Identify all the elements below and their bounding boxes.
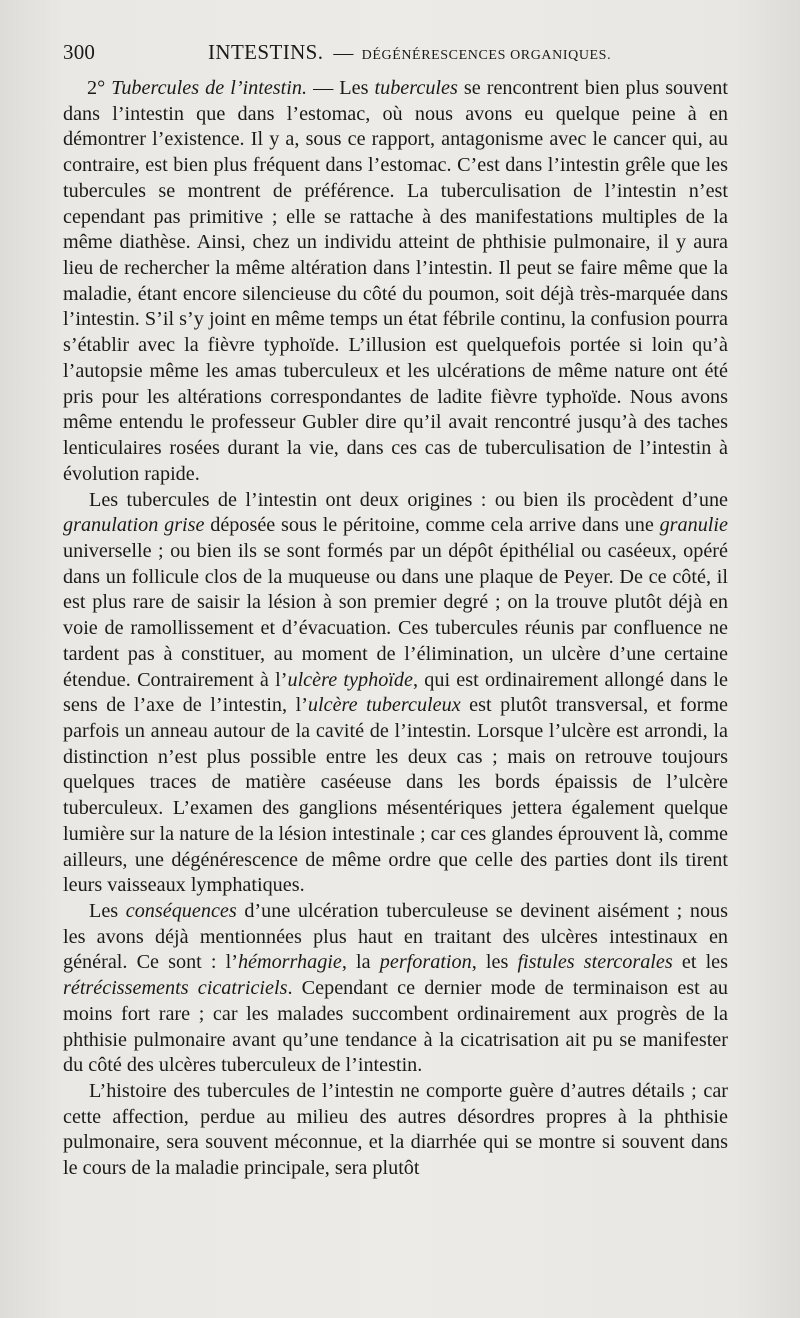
italic-term: ulcère typhoïde bbox=[287, 668, 413, 691]
section-heading: Tubercules de l’intestin. bbox=[111, 77, 308, 99]
paragraph-consequences bbox=[63, 899, 728, 1079]
italic-term: fistules stercorales bbox=[517, 951, 673, 974]
paragraph-text: déposée sous le péritoine, comme cela arrive dans une bbox=[204, 514, 660, 537]
running-separator: — bbox=[333, 42, 354, 64]
running-subtitle: DÉGÉNÉRESCENCES ORGANIQUES. bbox=[361, 48, 612, 63]
body-text bbox=[63, 76, 728, 1182]
paragraph-text: , la bbox=[341, 951, 380, 974]
paragraph-text: d’une ulcération tuberculeuse se devinent aisément ; nous les avons déjà mentionnées plus haut en traitant des ulcères intestinaux en général. Ce sont : l’ bbox=[63, 900, 728, 974]
paragraph-text: universelle ; ou bien ils se sont formés par un dépôt épithélial ou caséeux, opéré dans un follicule clos de la muqueuse ou dans une plaque de Peyer. De ce côté, il est plus rare de saisir la lésion à son premier degré ; on la trouve plutôt déjà en voie de ramollissement et d’évacuation. Ces tubercules réunis par confluence ne tardent pas à constituer, au moment de l’élimination, un ulcère d’une certaine étendue. Contrairement à l’ bbox=[63, 539, 728, 691]
paragraph-text: est plutôt transversal, et forme parfois un anneau autour de la cavité de l’intestin. Lorsque l’ulcère est arrondi, la distinction n’est plus possible entre les deux cas ; mais on retrouve toujours quelques traces de matière caséeuse dans les bords épaissis de l’ulcère tuberculeux. L’examen des ganglions mésentériques jettera également quelque lumière sur la nature de la lésion intestinale ; car ces glandes éprouvent là, comme ailleurs, une dégénérescence de même ordre que celle des parties dont ils tirent leurs vaisseaux lymphatiques. bbox=[63, 694, 729, 897]
italic-term: ulcère tuberculeux bbox=[307, 694, 461, 717]
paragraph-text: se rencontrent bien plus souvent dans l’intestin que dans l’estomac, où nous avons eu quelque peine à en démontrer l’existence. Il y a, sous ce rapport, antagonisme avec le cancer qui, au contraire, est bien plus fréquent dans l’estomac. C’est dans l’intestin grêle que les tubercules se montrent de préférence. La tuberculisation de l’intestin n’est cependant pas primitive ; elle se rattache à des manifestations multiples de la même diathèse. Ainsi, chez un individu atteint de phthisie pulmonaire, il y aura lieu de rechercher la même altération dans l’intestin. Il peut se faire même que la maladie, étant encore silencieuse du côté du poumon, soit déjà très-marquée dans l’intestin. S’il s’y joint en même temps un état fébrile continu, la confusion pourra s’établir avec la fièvre typhoïde. L’illusion est quelquefois portée si loin qu’à l’autopsie même les amas tuberculeux et les ulcérations de même nature ont été pris pour les altérations correspondantes de ladite fièvre typhoïde. Nous avons même entendu le professeur Gubler dire qu’il avait rencontré jusqu’à des taches lenticulaires rosées durant la vie, dans ces cas de tuberculisation de l’intestin à évolution rapide. bbox=[63, 77, 729, 485]
italic-term: hémorrhagie bbox=[237, 951, 342, 974]
running-title: INTESTINS. bbox=[208, 40, 324, 64]
paragraph-tubercules-intestin bbox=[63, 76, 728, 488]
paragraph-text: . Cependant ce dernier mode de terminaison est au moins fort rare ; car les malades succombent ordinairement aux progrès de la phthisie pulmonaire avant qu’une tendance à la cicatrisation ait pu se manifester du côté des ulcères tuberculeux de l’intestin. bbox=[63, 977, 728, 1077]
italic-term: perforation bbox=[379, 951, 472, 974]
section-number: 2° bbox=[87, 77, 112, 99]
paragraph-text: Les tubercules de l’intestin ont deux origines : ou bien ils procèdent d’une bbox=[89, 488, 728, 511]
paragraph-text: L’histoire des tubercules de l’intestin ne comporte guère d’autres détails ; car cette affection, perdue au milieu des autres désordres propres à la phthisie pulmonaire, sera souvent méconnue, et la diarrhée qui se montre si souvent dans le cours de la maladie principale, sera plutôt bbox=[63, 1080, 728, 1180]
paragraph-text: , les bbox=[471, 951, 518, 974]
italic-term: granulie bbox=[659, 514, 728, 537]
paragraph-text: , qui est ordinairement allongé dans le sens de l’axe de l’intestin, l’ bbox=[63, 668, 728, 717]
page-number: 300 bbox=[63, 40, 96, 64]
paragraph-text: — Les bbox=[307, 77, 375, 99]
paragraph-text: Les bbox=[89, 900, 126, 922]
italic-term: rétrécissements cicatriciels bbox=[63, 977, 288, 1000]
italic-term: tubercules bbox=[374, 77, 458, 99]
running-head bbox=[63, 40, 728, 76]
paragraph-histoire bbox=[63, 1079, 728, 1182]
italic-term: conséquences bbox=[125, 900, 237, 922]
italic-term: granulation grise bbox=[63, 514, 205, 537]
paragraph-text: et les bbox=[672, 951, 728, 974]
paragraph-origines bbox=[63, 488, 728, 900]
